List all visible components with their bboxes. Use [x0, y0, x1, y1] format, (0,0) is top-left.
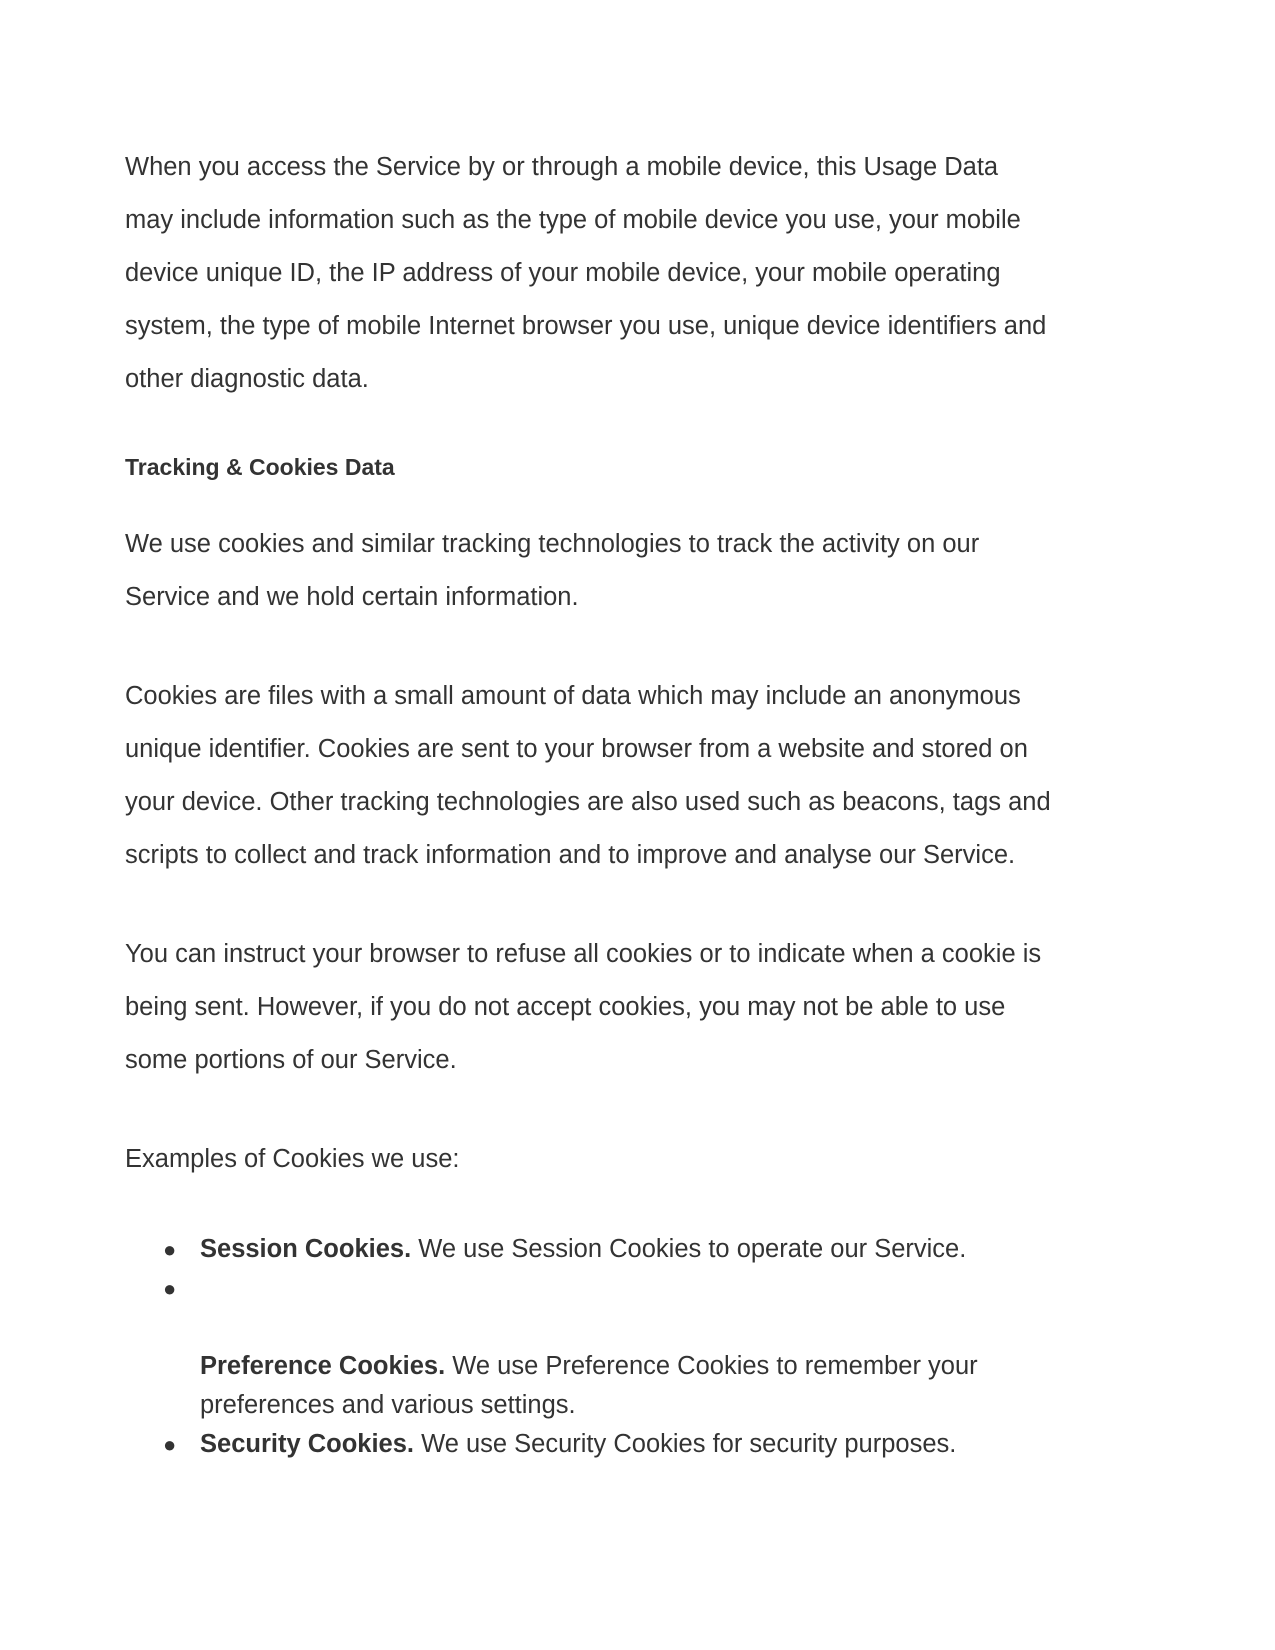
document-page	[125, 141, 1155, 1464]
cookies-intro-paragraph: We use cookies and similar tracking technologies to track the activity on our Service and we hold certain information.	[125, 530, 980, 611]
cookie-term: Session Cookies.	[200, 1235, 412, 1263]
list-item-preference-cookies	[125, 1269, 1155, 1425]
cookie-term: Security Cookies.	[200, 1430, 414, 1458]
list-item-session-cookies	[125, 1230, 1155, 1269]
cookie-description: We use Session Cookies to operate our Service.	[411, 1235, 967, 1263]
list-item-security-cookies	[125, 1425, 1155, 1464]
tracking-cookies-heading: Tracking & Cookies Data	[125, 454, 395, 480]
cookies-refuse-paragraph: You can instruct your browser to refuse all cookies or to indicate when a cookie is being sent. However, if you do not accept cookies, you may not be able to use some portions of our Service.	[125, 940, 1042, 1074]
cookies-definition-paragraph: Cookies are files with a small amount of data which may include an anonymous unique identifier. Cookies are sent to your browser from a website and stored on your device. Other tracking technologies are also used such as beacons, tags and scripts to collect and track information and to improve and analyse our Service.	[125, 682, 1051, 869]
bullet-icon: ●	[163, 1432, 177, 1457]
cookie-description: We use Preference Cookies to remember your preferences and various settings.	[200, 1352, 978, 1419]
cookie-description: We use Security Cookies for security purposes.	[414, 1430, 957, 1458]
bullet-icon: ●	[163, 1276, 177, 1301]
usage-data-paragraph: When you access the Service by or through a mobile device, this Usage Data may include information such as the type of mobile device you use, your mobile device unique ID, the IP address of your mobile device, your mobile operating system, the type of mobile Internet browser you use, unique device identifiers and other diagnostic data.	[125, 153, 1047, 393]
cookie-term: Preference Cookies.	[200, 1352, 446, 1380]
bullet-icon: ●	[163, 1237, 177, 1262]
examples-intro-paragraph: Examples of Cookies we use:	[125, 1145, 460, 1173]
cookie-examples-list	[125, 1230, 1155, 1464]
